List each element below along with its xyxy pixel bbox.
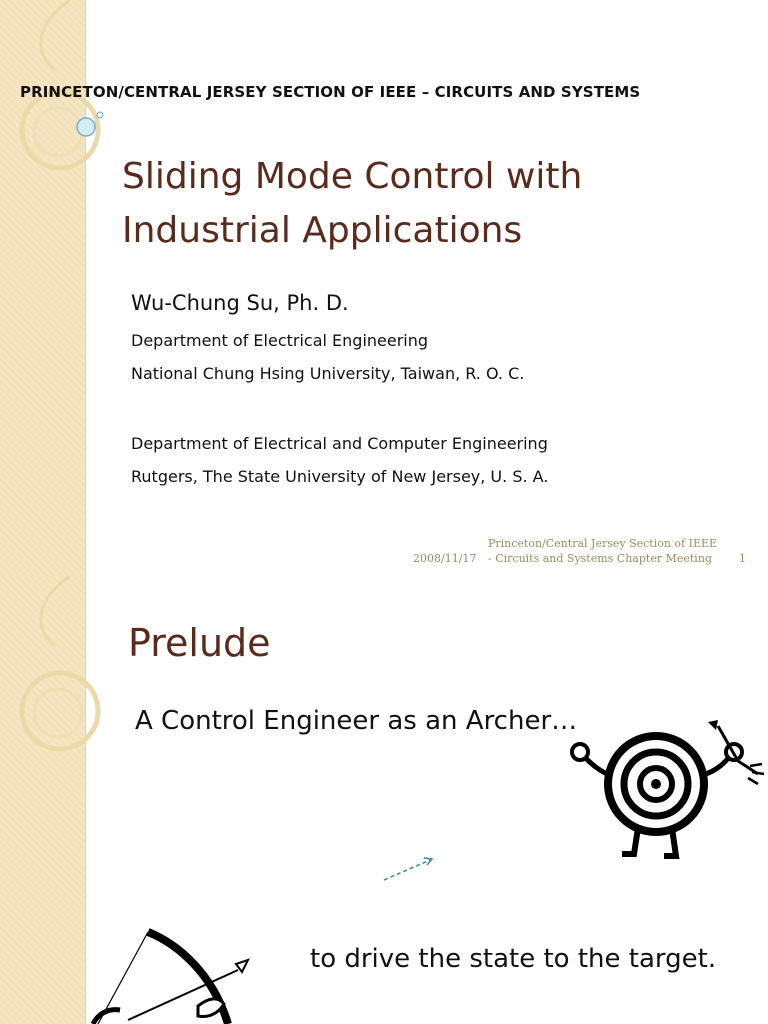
footer-page-number: 1: [739, 552, 746, 565]
affiliation-1-university: National Chung Hsing University, Taiwan, R. O. C.: [131, 364, 525, 383]
author-name: Wu-Chung Su, Ph. D.: [131, 291, 349, 315]
slide-title: Prelude: [128, 621, 271, 665]
title-line-1: Sliding Mode Control with: [122, 156, 583, 197]
footer-date: 2008/11/17: [413, 552, 477, 565]
title-line-2: Industrial Applications: [122, 210, 523, 251]
section-header: PRINCETON/CENTRAL JERSEY SECTION OF IEEE – CIRCUITS AND SYSTEMS: [20, 83, 641, 101]
swirl-decoration-icon: [0, 576, 140, 776]
footer-text: [488, 536, 717, 566]
footer-text-line-1: Princeton/Central Jersey Section of IEEE: [488, 537, 718, 550]
archer-bow-icon: [88, 924, 258, 1024]
affiliation-2-department: Department of Electrical and Computer Engineering: [131, 434, 548, 453]
flying-arrow-icon: [380, 854, 440, 884]
archer-caption: A Control Engineer as an Archer…: [135, 706, 578, 736]
footer-text-line-2: - Circuits and Systems Chapter Meeting: [488, 552, 712, 565]
slide-title: [122, 150, 682, 258]
target-character-icon: [568, 716, 768, 866]
affiliation-1-department: Department of Electrical Engineering: [131, 331, 429, 350]
target-caption: to drive the state to the target.: [310, 944, 717, 974]
affiliation-2-university: Rutgers, The State University of New Jersey, U. S. A.: [131, 467, 549, 486]
prelude-slide: [0, 576, 768, 1024]
bubble-icon: [77, 118, 95, 136]
